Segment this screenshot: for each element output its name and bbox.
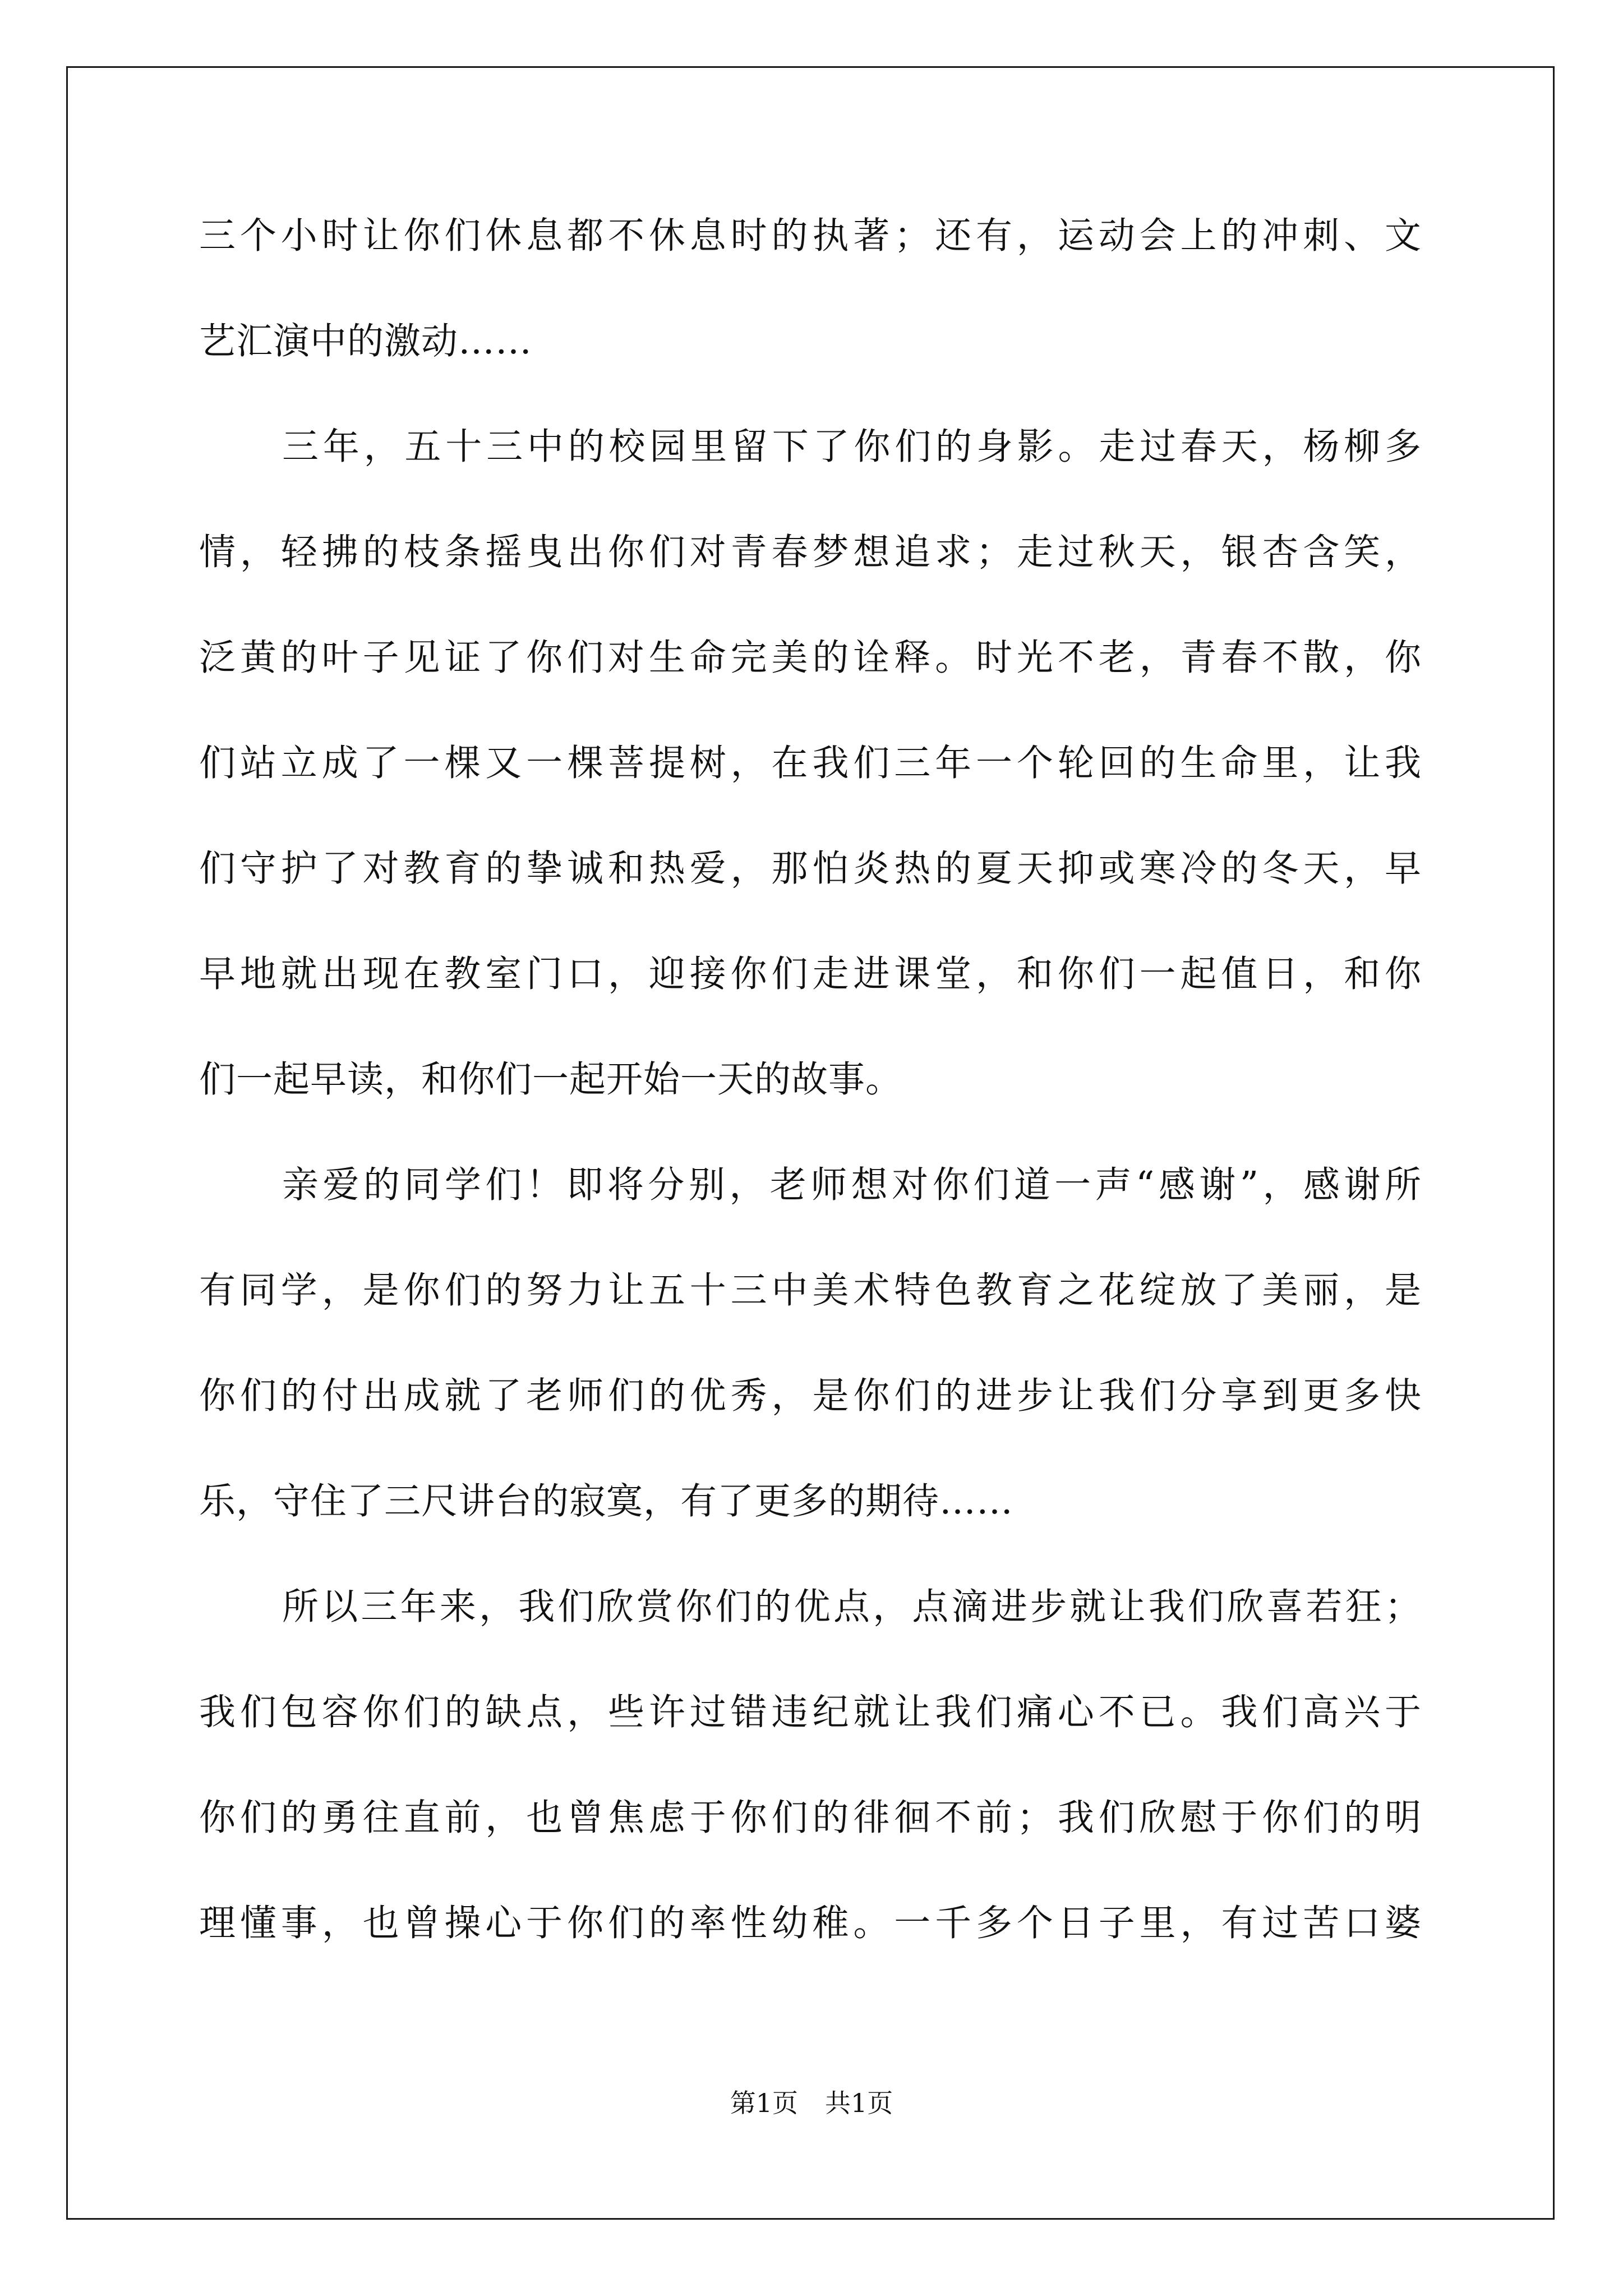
page-total-label: 共1页 bbox=[825, 2088, 893, 2118]
text-line: 我们包容你们的缺点，些许过错违纪就让我们痛心不已。我们高兴于 bbox=[199, 1691, 1422, 1733]
text-line: 理懂事，也曾操心于你们的率性幼稚。一千多个日子里，有过苦口婆 bbox=[199, 1902, 1422, 1944]
text-line: 所以三年来，我们欣赏你们的优点，点滴进步就让我们欣喜若狂； bbox=[282, 1586, 1422, 1628]
text-line: 有同学，是你们的努力让五十三中美术特色教育之花绽放了美丽，是 bbox=[199, 1269, 1422, 1312]
text-line: 早地就出现在教室门口，迎接你们走进课堂，和你们一起值日，和你 bbox=[199, 953, 1422, 995]
page-footer bbox=[0, 2083, 1623, 2120]
text-line: 乐，守住了三尺讲台的寂寞，有了更多的期待…… bbox=[199, 1480, 1014, 1522]
text-line: 亲爱的同学们！即将分别，老师想对你们道一声“感谢”，感谢所 bbox=[282, 1164, 1422, 1206]
text-line: 泛黄的叶子见证了你们对生命完美的诠释。时光不老，青春不散，你 bbox=[199, 637, 1422, 679]
text-line: 你们的付出成就了老师们的优秀，是你们的进步让我们分享到更多快 bbox=[199, 1375, 1422, 1417]
text-line: 们守护了对教育的挚诚和热爱，那怕炎热的夏天抑或寒冷的冬天，早 bbox=[199, 848, 1422, 890]
text-line: 三年，五十三中的校园里留下了你们的身影。走过春天，杨柳多 bbox=[282, 426, 1422, 468]
page-number-label: 第1页 bbox=[730, 2088, 798, 2118]
text-line: 情，轻拂的枝条摇曳出你们对青春梦想追求；走过秋天，银杏含笑， bbox=[199, 531, 1422, 573]
text-line: 们一起早读，和你们一起开始一天的故事。 bbox=[199, 1059, 903, 1101]
document-body bbox=[199, 215, 1422, 2010]
text-line: 艺汇演中的激动…… bbox=[199, 320, 533, 362]
text-line: 们站立成了一棵又一棵菩提树，在我们三年一个轮回的生命里，让我 bbox=[199, 742, 1422, 784]
text-line: 三个小时让你们休息都不休息时的执著；还有，运动会上的冲刺、文 bbox=[199, 215, 1422, 257]
text-line: 你们的勇往直前，也曾焦虑于你们的徘徊不前；我们欣慰于你们的明 bbox=[199, 1797, 1422, 1839]
